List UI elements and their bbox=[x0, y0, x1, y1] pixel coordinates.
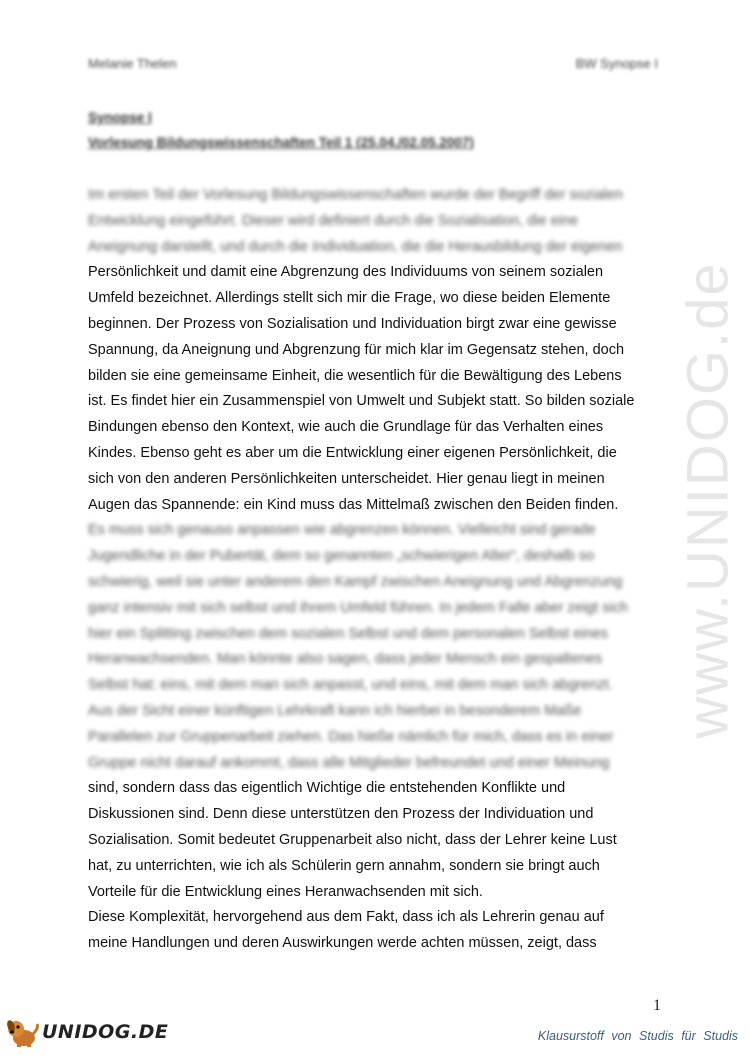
text-line: Heranwachsenden. Man könnte also sagen, dass jeder Mensch ein gespaltenes bbox=[88, 651, 603, 668]
text-line: Im ersten Teil der Vorlesung Bildungswissenschaften wurde der Begriff der sozialen bbox=[88, 187, 623, 203]
text-line: sich von den anderen Persönlichkeiten unterscheidet. Hier genau liegt in meinen bbox=[88, 470, 605, 487]
text-line: Vorteile für die Entwicklung eines Heranwachsenden mit sich. bbox=[88, 883, 483, 900]
text-line: hier ein Splitting zwischen dem sozialen Selbst und dem personalen Selbst eines bbox=[88, 625, 608, 642]
dog-icon bbox=[4, 1016, 40, 1048]
text-line: Aneignung darstellt, und durch die Individuation, die die Herausbildung der eigenen bbox=[88, 238, 623, 255]
logo-text: UNIDOG.DE bbox=[42, 1021, 169, 1043]
text-line: Sozialisation. Somit bedeutet Gruppenarbeit also nicht, dass der Lehrer keine Lust bbox=[88, 831, 617, 848]
header-doc-title: BW Synopse I bbox=[575, 56, 658, 71]
document-title: Synopse I bbox=[88, 110, 152, 125]
text-line: Diskussionen sind. Denn diese unterstützen den Prozess der Individuation und bbox=[88, 806, 594, 823]
text-line: Parallelen zur Gruppenarbeit ziehen. Das hieße nämlich für mich, dass es in einer bbox=[88, 728, 614, 745]
text-line: Selbst hat: eins, mit dem man sich anpasst, und eins, mit dem man sich abgrenzt. bbox=[88, 677, 613, 694]
document-subtitle: Vorlesung Bildungswissenschaften Teil 1 (25.04./02.05.2007) bbox=[88, 135, 474, 150]
text-line: Es muss sich genauso anpassen wie abgrenzen können. Vielleicht sind gerade bbox=[88, 522, 596, 539]
text-line: Diese Komplexität, hervorgehend aus dem Fakt, dass ich als Lehrerin genau auf bbox=[88, 909, 604, 926]
text-line: meine Handlungen und deren Auswirkungen werde achten müssen, zeigt, dass bbox=[88, 935, 597, 952]
text-line: ganz intensiv mit sich selbst und ihrem Umfeld führen. In jedem Falle aber zeigt sich bbox=[88, 599, 628, 616]
text-line: Entwicklung eingeführt. Dieser wird definiert durch die Sozialisation, die eine bbox=[88, 212, 579, 229]
text-line: Persönlichkeit und damit eine Abgrenzung des Individuums von seinem sozialen bbox=[88, 264, 604, 281]
page-number: 1 bbox=[653, 997, 661, 1014]
text-line: Gruppe nicht darauf ankommt, dass alle Mitglieder befreundet und einer Meinung bbox=[88, 754, 610, 771]
header-author: Melanie Thelen bbox=[88, 56, 177, 71]
text-line: ist. Es findet hier ein Zusammenspiel von Umwelt und Subjekt statt. So bilden soziale bbox=[88, 393, 635, 410]
text-line: Bindungen ebenso den Kontext, wie auch die Grundlage für das Verhalten eines bbox=[88, 419, 604, 436]
watermark: www.UNIDOG.de bbox=[675, 261, 741, 739]
document-body bbox=[88, 183, 663, 957]
text-line: sind, sondern dass das eigentlich Wichtige die entstehenden Konflikte und bbox=[88, 780, 566, 797]
text-line: Augen das Spannende: ein Kind muss das Mittelmaß zwischen den Beiden finden. bbox=[88, 496, 619, 513]
text-line: Spannung, da Aneignung und Abgrenzung für mich klar im Gegensatz stehen, doch bbox=[88, 341, 625, 358]
footer-slogan: Klausurstoff von Studis für Studis bbox=[537, 1029, 738, 1043]
text-line: hat, zu unterrichten, wie ich als Schülerin gern annahm, sondern sie bringt auch bbox=[88, 857, 600, 874]
unidog-logo[interactable] bbox=[4, 1016, 168, 1048]
text-line: Kindes. Ebenso geht es aber um die Entwicklung einer eigenen Persönlichkeit, die bbox=[88, 444, 617, 461]
text-line: Umfeld bezeichnet. Allerdings stellt sich mir die Frage, wo diese beiden Elemente bbox=[88, 290, 611, 307]
text-line: Jugendliche in der Pubertät, dem so genannten „schwierigen Alter“, deshalb so bbox=[88, 548, 595, 565]
text-line: beginnen. Der Prozess von Sozialisation und Individuation birgt zwar eine gewisse bbox=[88, 315, 617, 332]
text-line: Aus der Sicht einer künftigen Lehrkraft kann ich hierbei in besonderem Maße bbox=[88, 702, 582, 719]
text-line: bilden sie eine gemeinsame Einheit, die wesentlich für die Bewältigung des Lebens bbox=[88, 367, 622, 384]
text-line: schwierig, weil sie unter anderem den Kampf zwischen Aneignung und Abgrenzung bbox=[88, 573, 623, 590]
